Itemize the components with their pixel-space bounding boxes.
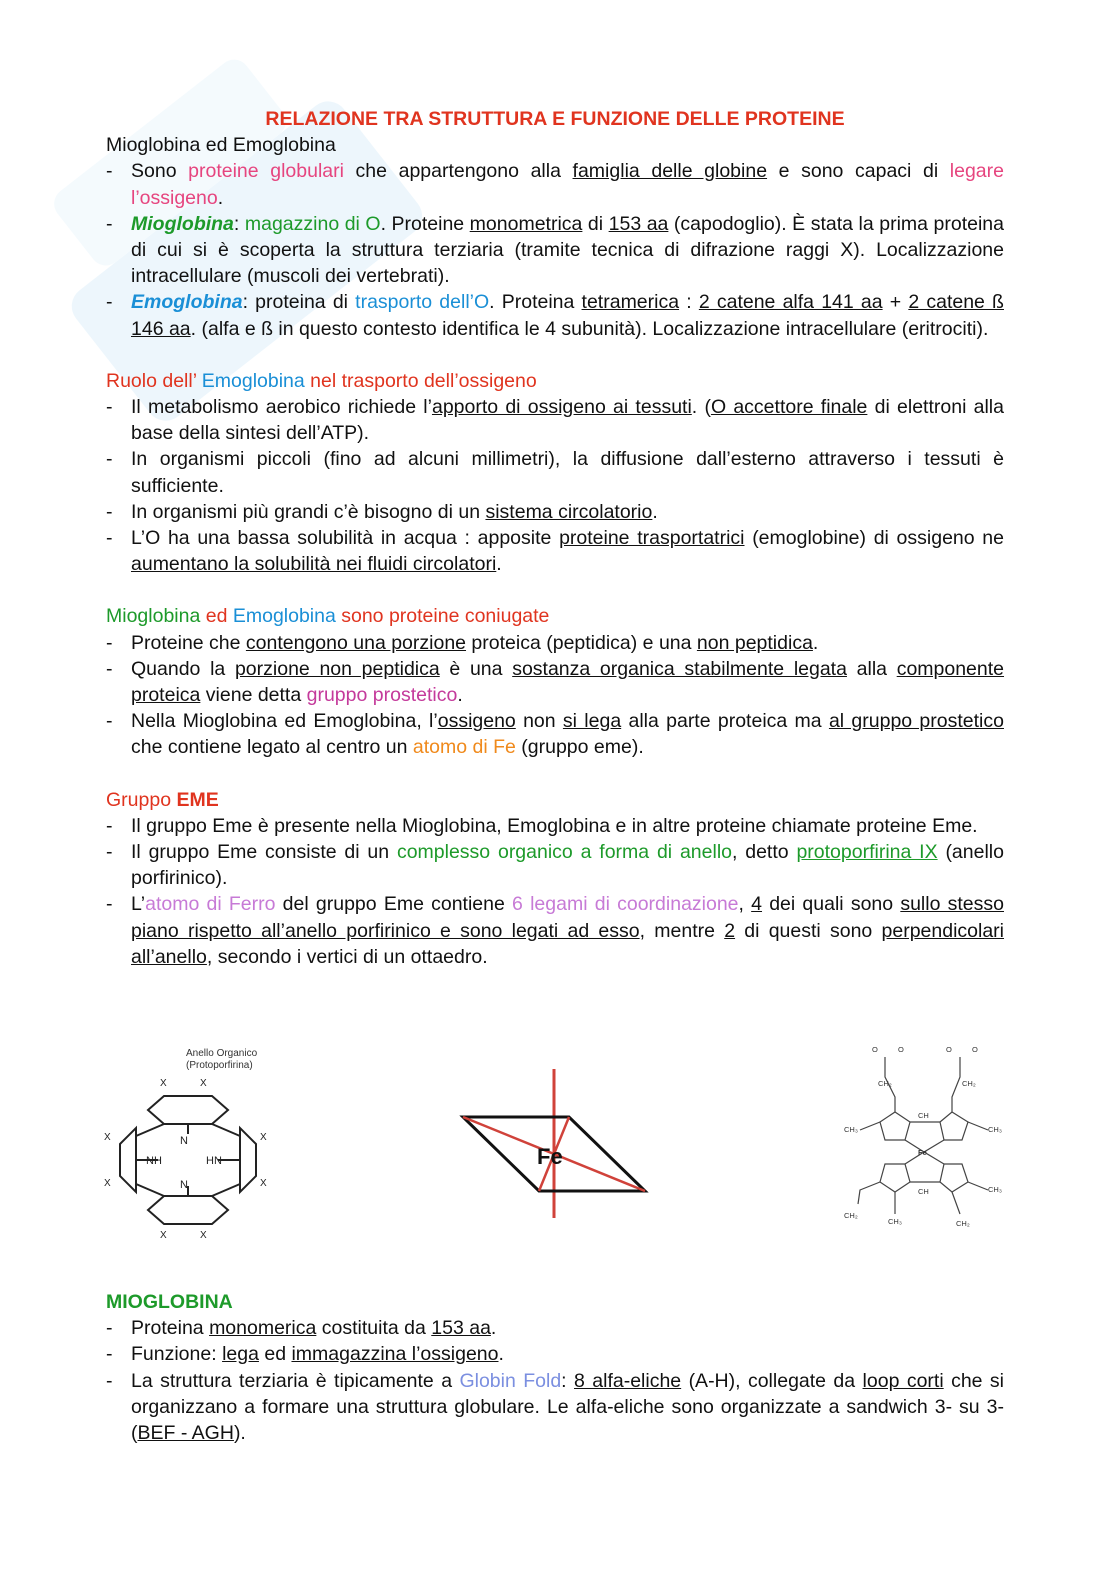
list-item: - Proteine che contengono una porzione proteica (peptidica) e una non peptidica. (106, 630, 1004, 656)
list-item: - Il gruppo Eme è presente nella Mioglobina, Emoglobina e in altre proteine chiamate proteine Eme. (106, 813, 1004, 839)
list-item: - Il metabolismo aerobico richiede l’apporto di ossigeno ai tessuti. (O accettore finale di elettroni alla base della sintesi dell’ATP). (106, 394, 1004, 446)
list-item: - Proteina monomerica costituita da 153 aa. (106, 1315, 1004, 1341)
heme-o: O (872, 1045, 878, 1054)
ring-x: X (200, 1230, 207, 1240)
section-heading-mioglobina: MIOGLOBINA (106, 1291, 233, 1313)
ring-hn: HN (206, 1155, 222, 1167)
list-item: - Nella Mioglobina ed Emoglobina, l’ossigeno non si lega alla parte proteica ma al gruppo prostetico che contiene legato al centro un atomo di Fe (gruppo eme). (106, 708, 1004, 760)
ring-x: X (104, 1132, 111, 1143)
list-item: - Quando la porzione non peptidica è una sostanza organica stabilmente legata alla componente proteica viene detta gruppo prostetico. (106, 656, 1004, 708)
bullet-list (106, 1315, 1004, 1446)
heme-ch2: CH₂ (956, 1219, 970, 1228)
bullet-list (106, 813, 1004, 970)
document-body (106, 106, 1004, 970)
bullet-list (106, 158, 1004, 341)
list-item: - Emoglobina: proteina di trasporto dell’O. Proteina tetramerica : 2 catene alfa 141 aa + 2 catene ß 146 aa. (alfa e ß in questo contesto identifica le 4 subunità). Localizzazione intracellulare (eritrociti). (106, 289, 1004, 341)
section-heading-ruolo: Ruolo dell’ Emoglobina nel trasporto dell’ossigeno (106, 369, 537, 392)
ring-x: X (104, 1178, 111, 1189)
list-item: - Funzione: lega ed immagazzina l’ossigeno. (106, 1341, 1004, 1367)
heme-o: O (946, 1045, 952, 1054)
ring-caption-2: (Protoporfirina) (186, 1060, 253, 1071)
heme-fe: Fe (918, 1148, 927, 1157)
list-item: - In organismi più grandi c’è bisogno di un sistema circolatorio. (106, 499, 1004, 525)
heme-o: O (972, 1045, 978, 1054)
heme-ch: CH (918, 1187, 929, 1196)
section-heading-proteine-coniugate: Mioglobina ed Emoglobina sono proteine coniugate (106, 605, 550, 628)
list-item: - Il gruppo Eme consiste di un complesso organico a forma di anello, detto protoporfirina IX (anello porfirinico). (106, 839, 1004, 891)
list-item: - L’O ha una bassa solubilità in acqua : apposite proteine trasportatrici (emoglobine) di ossigeno ne aumentano la solubilità nei fluidi circolatori. (106, 525, 1004, 577)
section-heading-gruppo-eme: Gruppo EME (106, 788, 219, 811)
heme-o: O (898, 1045, 904, 1054)
ring-caption-1: Anello Organico (186, 1048, 258, 1059)
heme-ch3: CH₃ (988, 1185, 1002, 1194)
list-item: - Mioglobina: magazzino di O. Proteine monometrica di 153 aa (capodoglio). È stata la prima proteina di cui si è scoperta la struttura terziaria (tramite tecnica di difrazione raggi X). Localizzazione intracellulare (muscoli dei vertebrati). (106, 211, 1004, 290)
list-item: - L’atomo di Ferro del gruppo Eme contiene 6 legami di coordinazione, 4 dei quali sono sullo stesso piano rispetto all’anello porfirinico e sono legati ad esso, mentre 2 di questi sono perpendicolari all’anello, secondo i vertici di un ottaedro. (106, 891, 1004, 970)
ring-nh: NH (146, 1155, 162, 1167)
iron-coordination-diagram (455, 1065, 655, 1225)
ring-x: X (260, 1132, 267, 1143)
bullet-list (106, 630, 1004, 761)
heme-ch2: CH₂ (962, 1079, 976, 1088)
heme-ch3: CH₃ (888, 1217, 902, 1226)
ring-x: X (160, 1230, 167, 1240)
ring-n-top: N (180, 1135, 188, 1147)
bullet-list (106, 394, 1004, 577)
ring-x: X (200, 1078, 207, 1089)
heme-ch2: CH₂ (844, 1211, 858, 1220)
heme-ch2: CH₂ (878, 1079, 892, 1088)
section-heading-mioglobina-emoglobina: Mioglobina ed Emoglobina (106, 134, 336, 157)
heme-ch: CH (918, 1111, 929, 1120)
ring-x: X (260, 1178, 267, 1189)
list-item: - Sono proteine globulari che appartengono alla famiglia delle globine e sono capaci di legare l’ossigeno. (106, 158, 1004, 210)
page-title: RELAZIONE TRA STRUTTURA E FUNZIONE DELLE PROTEINE (265, 108, 845, 130)
list-item: - La struttura terziaria è tipicamente a Globin Fold: 8 alfa-eliche (A-H), collegate da loop corti che si organizzano a formare una struttura globulare. Le alfa-eliche sono organizzate a sandwich 3- su 3- (BEF - AGH). (106, 1368, 1004, 1447)
fe-label: Fe (537, 1144, 563, 1169)
heme-structure-diagram (840, 1042, 1010, 1242)
list-item: - In organismi piccoli (fino ad alcuni millimetri), la diffusione dall’esterno attraverso i tessuti è sufficiente. (106, 446, 1004, 498)
heme-ch3: CH₃ (844, 1125, 858, 1134)
ring-x: X (160, 1078, 167, 1089)
mioglobina-section (106, 1289, 1004, 1446)
ring-n-bottom: N (180, 1179, 188, 1191)
heme-ch3: CH₃ (988, 1125, 1002, 1134)
porphyrin-ring-diagram (100, 1040, 280, 1240)
